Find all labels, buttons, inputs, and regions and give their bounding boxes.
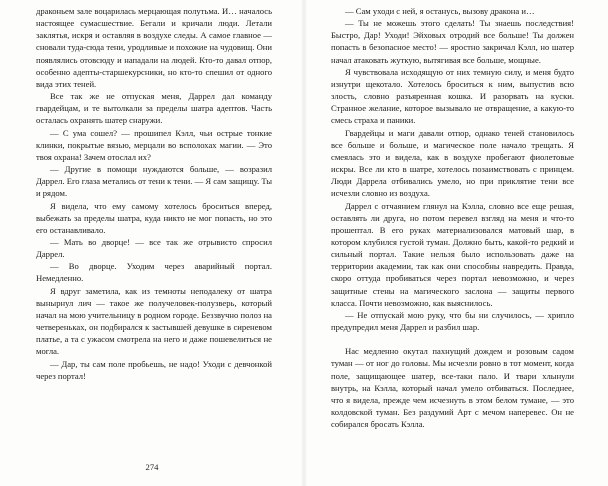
left-page-text (36, 5, 272, 382)
paragraph: Гвардейцы и маги давали отпор, однако теней становилось все больше и больше, и магическое поле начало трещать. Я смеялась это и видела, как в воздухе пробегают фиолетовые искры. Все ли кто в шатре, хотелось позаимствовать с принцем. Люди Даррела отбивались умело, но при приклятие тени все исчезли словно из воздуха. (331, 127, 574, 199)
paragraph: — Дар, ты сам поле пробьешь, не надо! Уходи с девчонкой через портал! (36, 358, 272, 381)
paragraph: Я вдруг заметила, как из темноты неподалеку от шатра вынырнул лич — такое же получеловек-полузверь, который начал на мою учительницу в родном городе. Беззвучно полоз на четвереньках, он подбирался к застывшей девушке в сиреневом платье, а та с ужасом смотрела на него и даже пошевелиться не могла. (36, 285, 272, 357)
page-number: 274 (145, 462, 159, 472)
right-page-text (331, 5, 574, 430)
paragraph: Все так же не отпуская меня, Даррел дал команду гвардейцам, и те вытолкали за пределы шатра адептов. Часть осталась охранять шатер снаружи. (36, 91, 272, 126)
paragraph: — Не отпускай мою руку, что бы ни случилось, — хрипло предупредил меня Даррел и разбил шар. (331, 309, 574, 333)
paragraph: Даррел с отчаянием глянул на Кэлла, словно все еще решая, оставлять ли друга, но потом перевел взгляд на меня и что-то прошептал. В его руках материализовался матовый шар, в котором клубился густой туман. Должно быть, какой-то редкий и сильный портал. Такие нельзя было использовать даже на территории академии, так как они способны навредить. Правда, скоро оттуда пробиваться через портал невозможно, и через защитные стены на магического заслона — защиты первого класса. Почти невозможно, как выяснилось. (331, 200, 574, 308)
paragraph: — Сам уходи с ней, я останусь, вызову дракона и… (345, 6, 535, 16)
paragraph: Я чувствовала исходящую от них темную силу, и меня будто изнутри щекотало. Хотелось броситься к ним, выпустив всю злость, словно разъяренная кошка. И разорвать на куски. Странное желание, которое вызывало не отвращение, а какую-то смесь страха и паники. (331, 66, 574, 126)
paragraph: драконьем зале воцарилась мерцающая полутьма. И… началось настоящее сумасшествие. Бегали и кричали люди. Летали заклятья, искря и оставляя в воздухе следы. А самое главное — сновали туда-сюда тени, уродливые и похожие на чудовищ. Они появлялись отовсюду и нападали на людей. Кто-то давал отпор, особенно адепты-старшекурсники, но кто-то спешил от одного вида этих теней. (36, 6, 272, 89)
paragraph: — Во дворце. Уходим через аварийный портал. Немедленно. (36, 261, 272, 284)
paragraph: — Мать во дворце! — все так же отрывисто спросил Даррел. (36, 236, 272, 260)
paragraph: Нас медленно окутал пахнущий дождем и розовым садом туман — от ног до головы. Мы исчезли ровно в тот момент, когда поле, защищающее шатер, все-таки пало. И твари хлынули внутрь, на Кэлла, который начал умело отбиваться. Последнее, что я видела, прежде чем исчезнуть в этом белом тумане, — это колдовской туман. Без раздумий Арт с мечом наперевес. Он не собирался бросать Кэлла. (331, 346, 574, 430)
paragraph: Я видела, что ему самому хотелось броситься вперед, выбежать за пределы шатра, куда никто не мог попасть, но это его останавливало. (36, 200, 272, 235)
paragraph: — Ты не можешь этого сделать! Ты знаешь последствия! Быстро, Дар! Уходи! Эйховых отродий все больше! Ты должен попасть в безопасное место! — яростно закричал Кэлл, но шатер начал атаковать жуткую, вытягивая все больше, мощные. (331, 18, 574, 65)
paragraph: — С ума сошел? — прошипел Кэлл, чьи острые тонкие клинки, покрытые вязью, мерцали во всполохах магии. — Это твоя охрана! Зачем отослал их? (36, 127, 272, 162)
paragraph: — Другие в помощи нуждаются больше, — возразил Даррел. Его глаза метались от тени к тени. — Я сам защищу. Ты и рядом. (36, 164, 272, 199)
right-page (304, 0, 608, 486)
